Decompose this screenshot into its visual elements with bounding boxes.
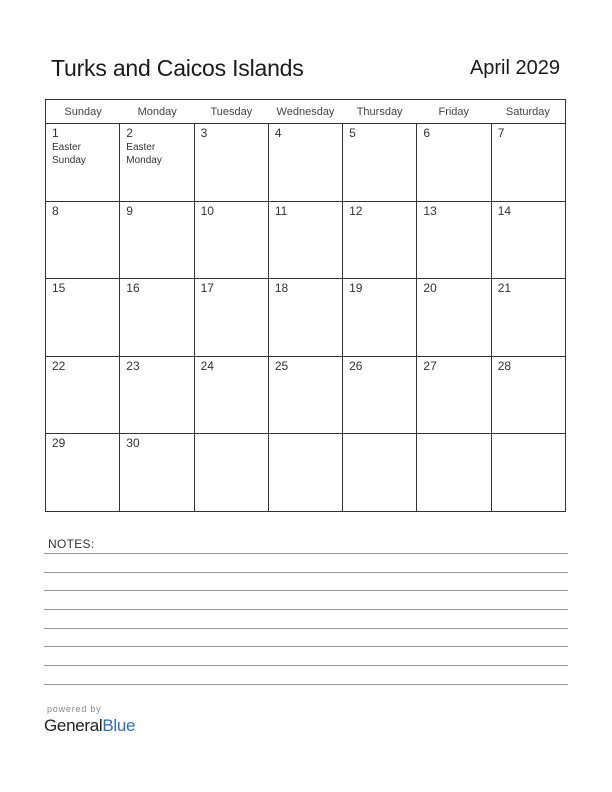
day-number: 10	[200, 203, 214, 218]
weekday-monday: Monday	[137, 106, 177, 118]
day-cell	[417, 202, 491, 279]
note-line	[44, 553, 568, 554]
note-line	[44, 572, 568, 573]
day-cell-empty	[269, 434, 343, 511]
day-number: 8	[52, 203, 59, 218]
day-number: 30	[126, 436, 140, 451]
day-cell	[343, 124, 417, 201]
holiday-label: Easter Monday	[126, 142, 162, 166]
day-number: 20	[423, 281, 437, 296]
day-number: 11	[274, 203, 288, 218]
day-number: 15	[52, 281, 66, 296]
day-number: 1	[52, 126, 59, 140]
day-cell	[46, 279, 120, 356]
holiday-label: Easter Sunday	[52, 142, 86, 166]
note-line	[44, 684, 568, 685]
day-cell	[269, 202, 343, 279]
day-number: 29	[52, 436, 66, 451]
day-number: 22	[52, 358, 66, 373]
day-cell	[343, 279, 417, 356]
day-number: 18	[274, 281, 289, 296]
day-cell	[417, 279, 491, 356]
day-cell	[195, 202, 269, 279]
day-cell	[343, 357, 417, 434]
week-row	[46, 279, 565, 357]
day-cell	[417, 124, 491, 201]
day-number: 12	[349, 203, 363, 218]
day-cell	[195, 357, 269, 434]
calendar-weeks	[46, 124, 565, 511]
day-number: 19	[349, 281, 363, 296]
day-number: 9	[126, 203, 133, 218]
day-number: 25	[274, 358, 289, 373]
day-number: 24	[200, 358, 214, 373]
day-cell	[269, 124, 343, 201]
day-number: 6	[423, 126, 431, 140]
week-row	[46, 357, 565, 435]
day-number: 13	[423, 203, 437, 218]
weekday-saturday: Saturday	[505, 106, 550, 118]
note-line	[44, 628, 568, 629]
weekday-sunday: Sunday	[64, 106, 102, 118]
day-cell	[46, 357, 120, 434]
day-cell	[343, 202, 417, 279]
day-cell	[417, 357, 491, 434]
weekday-header-row	[46, 100, 565, 124]
powered-by-text: powered by	[47, 704, 102, 714]
day-cell	[195, 279, 269, 356]
brand-general-text: General	[44, 716, 103, 735]
brand-blue-text: Blue	[102, 716, 136, 735]
day-cell	[46, 202, 120, 279]
weekday-wednesday: Wednesday	[276, 106, 335, 118]
day-number: 5	[349, 126, 356, 140]
note-line	[44, 665, 568, 666]
day-cell-empty	[343, 434, 417, 511]
day-cell	[195, 124, 269, 201]
day-number: 23	[126, 358, 140, 373]
day-number: 27	[423, 358, 437, 373]
weekday-tuesday: Tuesday	[210, 106, 253, 118]
week-row	[46, 124, 565, 202]
day-cell	[120, 279, 194, 356]
week-row	[46, 202, 565, 280]
day-cell	[120, 202, 194, 279]
day-cell	[46, 434, 120, 511]
day-cell	[120, 434, 194, 511]
day-number: 3	[200, 126, 208, 140]
day-cell	[269, 279, 343, 356]
weekday-thursday: Thursday	[356, 106, 403, 118]
generalblue-logo[interactable]	[44, 716, 135, 736]
day-cell	[492, 124, 565, 201]
day-cell	[492, 202, 565, 279]
day-cell	[120, 357, 194, 434]
day-number: 2	[126, 126, 133, 140]
day-cell-empty	[492, 434, 565, 511]
day-cell	[492, 357, 565, 434]
day-cell	[46, 124, 120, 201]
calendar-title: Turks and Caicos Islands	[51, 55, 304, 81]
day-cell	[269, 357, 343, 434]
note-line	[44, 590, 568, 591]
calendar-grid	[45, 99, 566, 512]
note-line	[44, 609, 568, 610]
day-cell-empty	[417, 434, 491, 511]
day-number: 28	[497, 358, 512, 373]
day-number: 26	[349, 358, 363, 373]
calendar-month: April 2029	[469, 57, 560, 79]
day-cell	[120, 124, 194, 201]
day-cell	[492, 279, 565, 356]
day-number: 14	[497, 203, 512, 218]
note-line	[44, 646, 568, 647]
day-number: 4	[274, 126, 282, 140]
day-number: 7	[497, 126, 505, 140]
week-row	[46, 434, 565, 511]
notes-label: NOTES:	[48, 537, 95, 551]
day-number: 17	[200, 281, 214, 296]
day-number: 21	[497, 281, 512, 296]
day-number: 16	[126, 281, 140, 296]
weekday-friday: Friday	[438, 106, 470, 118]
day-cell-empty	[195, 434, 269, 511]
